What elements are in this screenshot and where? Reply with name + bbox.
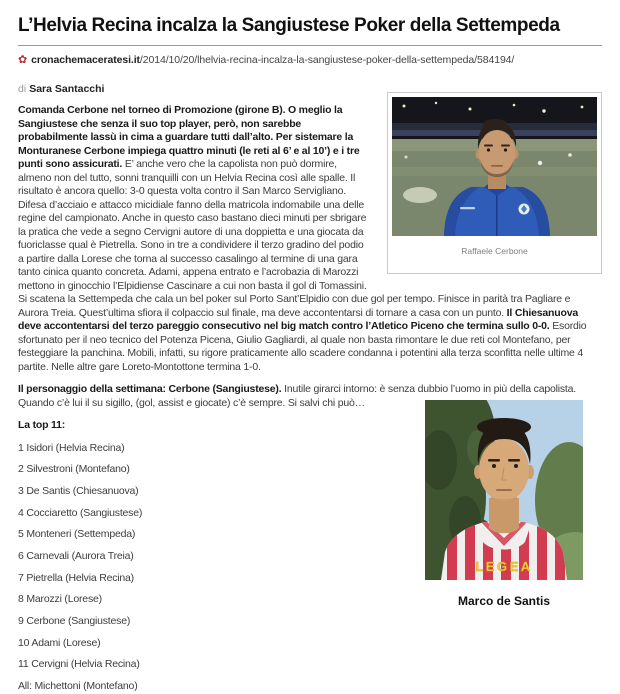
top11-item: 2 Silvestroni (Montefano)	[18, 463, 130, 476]
top11-item: 5 Monteneri (Settempeda)	[18, 528, 136, 541]
source-site-name: cronachemaceratesi.it	[31, 54, 140, 66]
photo-card-raffaele-cerbone	[387, 92, 602, 274]
body-text-1: E’ anche vero che la capolista non può dormire, almeno non del tutto, sonni tranquilli con un Helvia Recina così alle spalle. Il risultato è ancora quello: 3-0 questa volta contro il San Marco Servigliano. Difesa d’acciaio e attacco micidiale fanno della matricola indomabile una delle regine del campionato. Anche in questo caso bastano dieci minuti per sbrigare la pratica che vede a segno Cervigni autore di una doppietta e una giocata da fuoriclasse qual è Pietrella. Sono in tre a condividere il terzo gradino del podio a partire dalla Lorese che torna al successo casalingo al termine di una gara tanto cinica quanto concreta. Adami, appena entrato e l’acrobazia di Marozzi mettono in ginocchio l’Elpidiense Cascinare a cui non basta il gol di Tomassini. Si scatena la Settempeda che cala un bel poker sul Porto Sant’Elpidio con due gol per tempo. Finisce in parità tra Pagliare e Aurora Treia. Quest’ultima sfiora il colpaccio sul finale, ma deve accontentarsi di tornare a casa con un punto.	[18, 158, 571, 319]
top11-item: 11 Cervigni (Helvia Recina)	[18, 658, 140, 671]
body-bold-2: Il Chiesanuova deve accontentarsi del terzo pareggio consecutivo nel big match contro l’Atletico Piceno che termina sullo 0-0.	[18, 306, 578, 332]
top11-item: All: Michettoni (Montefano)	[18, 680, 138, 693]
body-text-2: Esordio sfortunato per il neo tecnico del Potenza Picena, Giulio Gagliardi, al quale non basta rimontare le due reti col Montefano, per festeggiare la panchina. Mobili, infatti, su rigore praticamente allo scadere condanna i potentini alla terza sconfitta nelle ultime 4 partite. Nelle altre gare Loreto-Montottone termina 1-0.	[18, 320, 587, 373]
week-player-bold: Il personaggio della settimana: Cerbone (Sangiustese).	[18, 383, 282, 395]
author-name: Sara Santacchi	[29, 83, 105, 95]
photo1-caption: Raffaele Cerbone	[461, 246, 528, 256]
top11-item: 8 Marozzi (Lorese)	[18, 593, 102, 606]
top11-item: 4 Cocciaretto (Sangiustese)	[18, 506, 143, 519]
top11-item: 6 Carnevali (Aurora Treia)	[18, 549, 134, 562]
week-player-text: Inutile girarci intorno: è senza dubbio l’uomo in più della capolista. Quando c’è lui il su sigillo, (gol, assist e giocate) c’è sempre. Si salvi chi può…	[18, 383, 577, 409]
photo-block-marco-de-santis	[425, 400, 583, 608]
de-santis-photo	[425, 400, 583, 580]
top11-item: 3 De Santis (Chiesanuova)	[18, 484, 139, 497]
page-title: L’Helvia Recina incalza la Sangiustese Poker della Settempeda	[18, 15, 560, 36]
top11-item: 10 Adami (Lorese)	[18, 636, 101, 649]
photo2-caption: Marco de Santis	[457, 594, 551, 608]
byline-prefix: di	[18, 83, 27, 95]
cerbone-photo	[392, 97, 597, 236]
jersey-brand-text: LEGEA	[475, 559, 533, 574]
site-favicon-icon: ✿	[18, 54, 28, 66]
lead-bold-text: Comanda Cerbone nel torneo di Promozione (girone B). O meglio la Sangiustese che senza il suo top player, però, non sarebbe probabilmente lassù in cima a guardare tutti dall’alto. Per sistemare la Monturanese Cerbone impiega quattro minuti (le reti al 6’ e al 10’) e i tre punti sono assicurati.	[18, 104, 360, 170]
top11-item: 7 Pietrella (Helvia Recina)	[18, 571, 134, 584]
top11-heading: La top 11:	[18, 419, 66, 431]
title-divider	[18, 45, 602, 46]
source-url-path: /2014/10/20/lhelvia-recina-incalza-la-sangiustese-poker-della-settempeda/584194/	[139, 54, 515, 66]
source-url-link[interactable]	[18, 54, 602, 66]
top11-item: 1 Isidori (Helvia Recina)	[18, 441, 125, 454]
top11-item: 9 Cerbone (Sangiustese)	[18, 615, 131, 627]
